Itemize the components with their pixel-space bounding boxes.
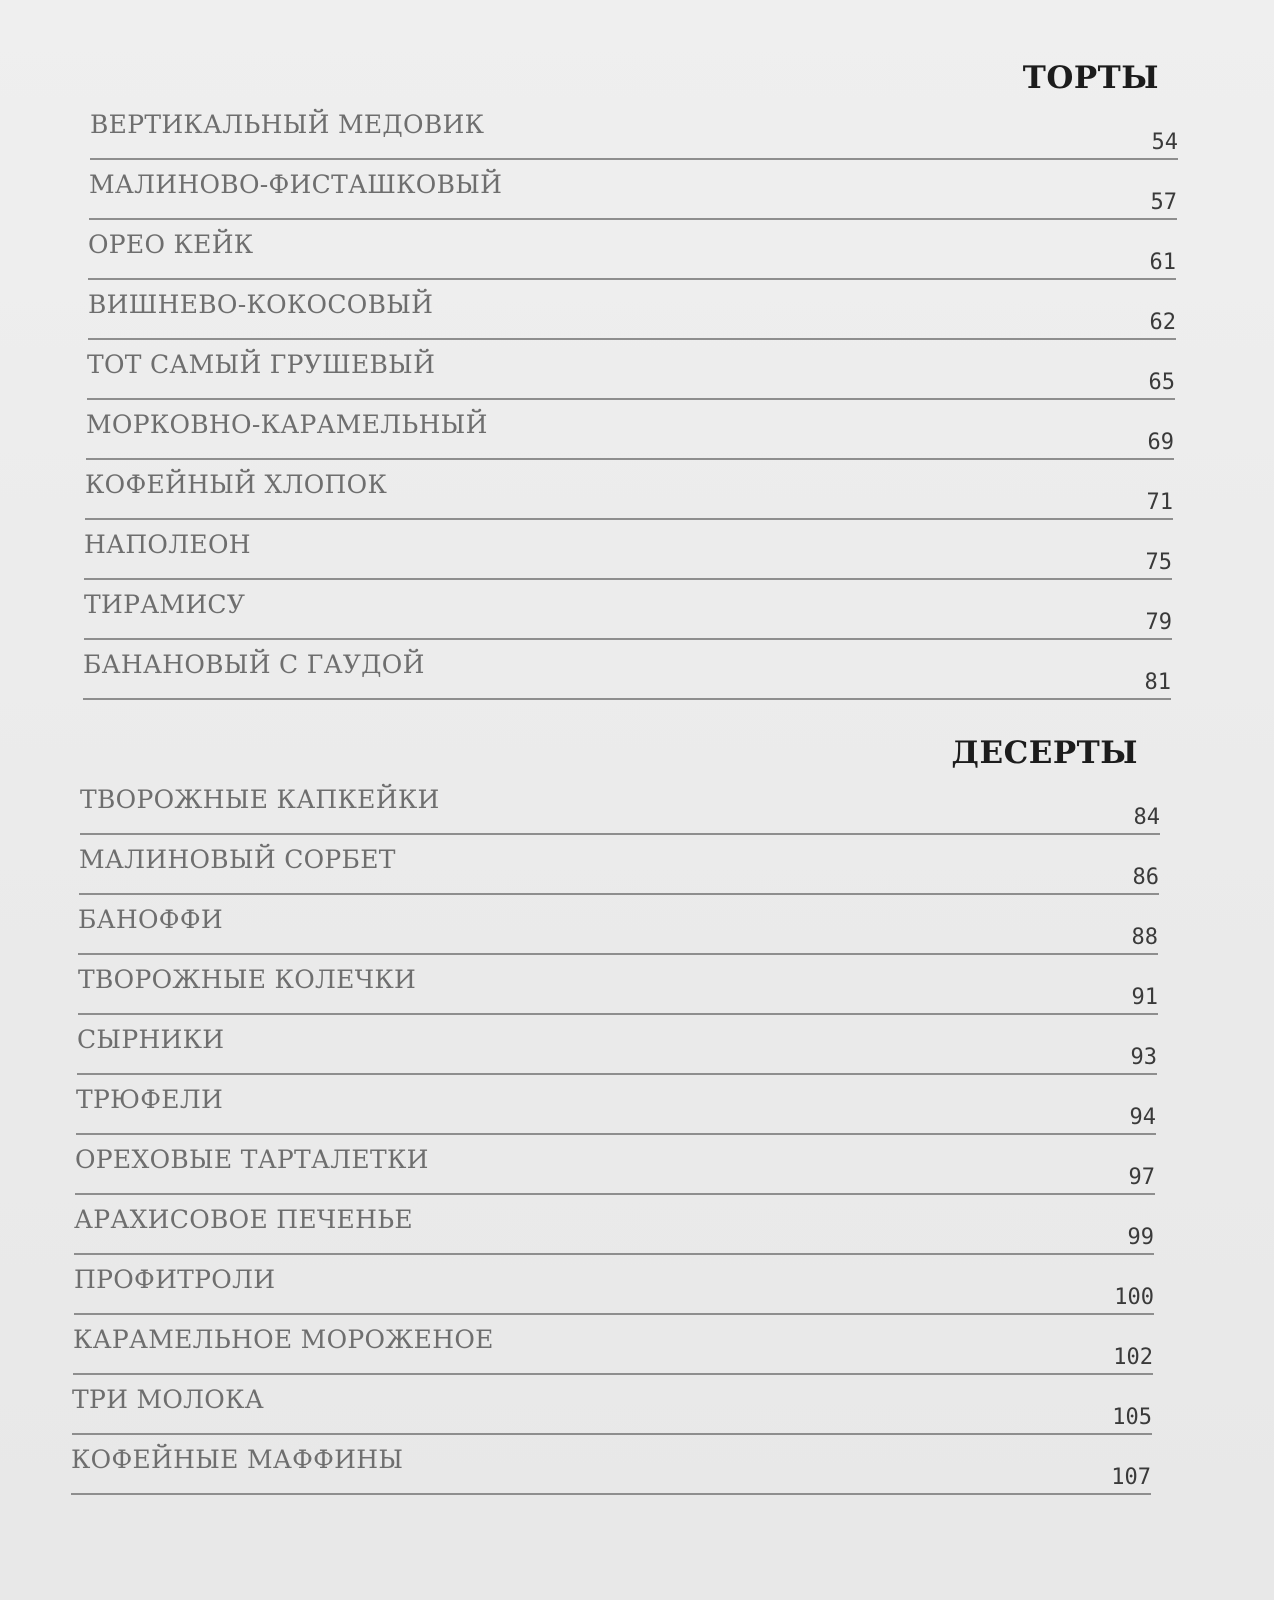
section-title-desserts: ДЕСЕРТЫ xyxy=(951,735,1138,771)
toc-item-title: ТРЮФЕЛИ xyxy=(76,1085,224,1114)
toc-item-page-number: 99 xyxy=(1127,1225,1154,1250)
toc-item-title: МАЛИНОВО-ФИСТАШКОВЫЙ xyxy=(89,170,503,199)
toc-row[interactable] xyxy=(80,775,1160,835)
toc-row[interactable] xyxy=(78,895,1158,955)
toc-item-title: ТРИ МОЛОКА xyxy=(72,1385,264,1414)
toc-row[interactable] xyxy=(78,955,1158,1015)
toc-row[interactable] xyxy=(90,100,1178,160)
toc-item-page-number: 86 xyxy=(1132,865,1159,890)
toc-item-title: БАНОФФИ xyxy=(78,905,224,934)
toc-row[interactable] xyxy=(84,580,1172,640)
toc-item-page-number: 91 xyxy=(1131,985,1158,1010)
toc-item-title: СЫРНИКИ xyxy=(77,1025,225,1054)
toc-item-title: ВЕРТИКАЛЬНЫЙ МЕДОВИК xyxy=(90,110,485,139)
toc-item-title: ВИШНЕВО-КОКОСОВЫЙ xyxy=(88,290,434,319)
toc-row[interactable] xyxy=(86,400,1174,460)
toc-item-title: ТВОРОЖНЫЕ КОЛЕЧКИ xyxy=(78,965,417,994)
toc-row[interactable] xyxy=(75,1135,1155,1195)
toc-item-page-number: 93 xyxy=(1130,1045,1157,1070)
toc-item-page-number: 71 xyxy=(1146,490,1173,515)
toc-item-title: ТОТ САМЫЙ ГРУШЕВЫЙ xyxy=(87,350,436,379)
toc-row[interactable] xyxy=(79,835,1159,895)
toc-row[interactable] xyxy=(73,1315,1153,1375)
toc-row[interactable] xyxy=(87,340,1175,400)
toc-item-title: АРАХИСОВОЕ ПЕЧЕНЬЕ xyxy=(74,1205,413,1234)
toc-item-page-number: 94 xyxy=(1129,1105,1156,1130)
toc-item-title: БАНАНОВЫЙ С ГАУДОЙ xyxy=(83,650,425,679)
toc-row[interactable] xyxy=(71,1435,1151,1495)
toc-row[interactable] xyxy=(76,1075,1156,1135)
toc-row[interactable] xyxy=(83,640,1171,700)
toc-item-page-number: 65 xyxy=(1148,370,1175,395)
toc-row[interactable] xyxy=(77,1015,1157,1075)
toc-row[interactable] xyxy=(88,280,1176,340)
toc-item-title: ТИРАМИСУ xyxy=(84,590,246,619)
toc-item-page-number: 79 xyxy=(1145,610,1172,635)
toc-item-title: ОРЕО КЕЙК xyxy=(88,230,254,259)
toc-item-page-number: 69 xyxy=(1147,430,1174,455)
toc-item-title: МАЛИНОВЫЙ СОРБЕТ xyxy=(79,845,396,874)
toc-row[interactable] xyxy=(88,220,1176,280)
toc-item-page-number: 84 xyxy=(1133,805,1160,830)
toc-item-page-number: 97 xyxy=(1128,1165,1155,1190)
toc-item-title: МОРКОВНО-КАРАМЕЛЬНЫЙ xyxy=(86,410,488,439)
toc-row[interactable] xyxy=(84,520,1172,580)
toc-row[interactable] xyxy=(89,160,1177,220)
toc-item-title: КАРАМЕЛЬНОЕ МОРОЖЕНОЕ xyxy=(73,1325,494,1354)
toc-item-title: КОФЕЙНЫЙ ХЛОПОК xyxy=(85,470,388,499)
toc-item-title: ТВОРОЖНЫЕ КАПКЕЙКИ xyxy=(80,785,440,814)
toc-item-page-number: 57 xyxy=(1150,190,1177,215)
toc-row[interactable] xyxy=(74,1255,1154,1315)
toc-item-page-number: 81 xyxy=(1144,670,1171,695)
toc-item-page-number: 88 xyxy=(1131,925,1158,950)
toc-item-page-number: 75 xyxy=(1145,550,1172,575)
toc-item-page-number: 61 xyxy=(1149,250,1176,275)
toc-item-page-number: 102 xyxy=(1113,1345,1153,1370)
toc-item-title: ПРОФИТРОЛИ xyxy=(74,1265,276,1294)
toc-item-title: КОФЕЙНЫЕ МАФФИНЫ xyxy=(71,1445,404,1474)
toc-item-title: НАПОЛЕОН xyxy=(84,530,251,559)
toc-item-page-number: 62 xyxy=(1149,310,1176,335)
toc-item-page-number: 54 xyxy=(1151,130,1178,155)
toc-item-page-number: 107 xyxy=(1111,1465,1151,1490)
toc-row[interactable] xyxy=(72,1375,1152,1435)
toc-row[interactable] xyxy=(85,460,1173,520)
toc-item-page-number: 100 xyxy=(1114,1285,1154,1310)
toc-item-title: ОРЕХОВЫЕ ТАРТАЛЕТКИ xyxy=(75,1145,429,1174)
toc-item-page-number: 105 xyxy=(1112,1405,1152,1430)
section-title-tortes: ТОРТЫ xyxy=(1022,60,1159,96)
toc-row[interactable] xyxy=(74,1195,1154,1255)
